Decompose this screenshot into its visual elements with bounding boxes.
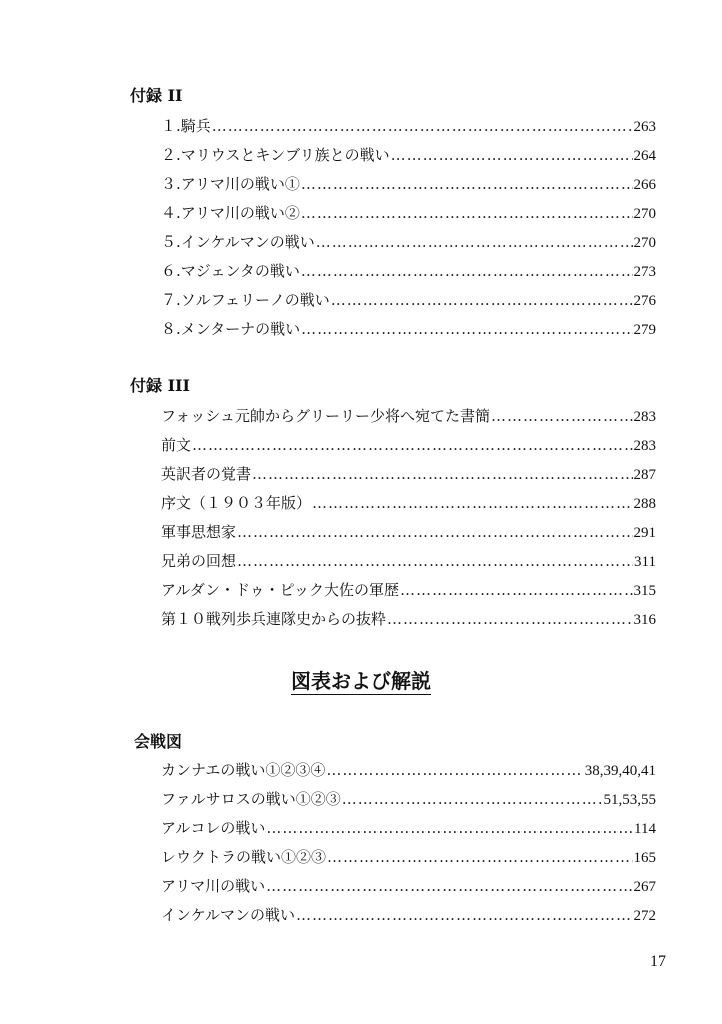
entry-page: 273	[633, 264, 656, 280]
entry-page: 114	[634, 821, 656, 837]
leader-dots	[331, 290, 633, 310]
entry-page: 279	[633, 322, 656, 338]
entry-label: ８.メンターナの戦い	[161, 320, 301, 338]
entry-page: 288	[633, 496, 656, 512]
toc-entry	[161, 116, 656, 136]
entry-page: 316	[633, 612, 656, 628]
entry-page: 272	[633, 908, 656, 924]
entry-page: 165	[633, 850, 656, 866]
toc-entry	[161, 580, 656, 600]
leader-dots	[312, 493, 632, 513]
toc-entry	[161, 609, 656, 629]
entry-label: レウクトラの戦い①②③	[161, 848, 327, 866]
toc-entry	[161, 406, 656, 426]
entry-label: 前文	[161, 436, 192, 454]
leader-dots	[301, 319, 632, 339]
leader-dots	[237, 551, 633, 571]
figures-heading-text: 図表および解説	[291, 669, 431, 693]
toc-entry	[161, 760, 656, 780]
entry-label: カンナエの戦い①②③④	[161, 761, 326, 779]
leader-dots	[387, 609, 632, 629]
battle-maps-title: 会戦図	[134, 732, 183, 751]
entry-label: ファルサロスの戦い①②③	[161, 790, 341, 808]
entry-page: 264	[633, 148, 656, 164]
entry-label: ３.アリマ川の戦い①	[161, 175, 300, 193]
toc-entry	[161, 876, 656, 896]
entry-page: 270	[633, 206, 656, 222]
entry-page: 38,39,40,41	[584, 763, 656, 779]
entry-label: アルコレの戦い	[161, 819, 266, 837]
toc-entry	[161, 203, 656, 223]
toc-entry	[161, 290, 656, 310]
toc-entry	[161, 261, 656, 281]
leader-dots	[301, 203, 633, 223]
entry-label: 兄弟の回想	[161, 552, 237, 570]
entry-page: 315	[633, 583, 656, 599]
entry-label: アリマ川の戦い	[161, 877, 266, 895]
toc-entry	[161, 174, 656, 194]
leader-dots	[400, 580, 633, 600]
toc-entry	[161, 551, 656, 571]
entry-label: ６.マジェンタの戦い	[161, 262, 300, 280]
leader-dots	[391, 145, 633, 165]
figures-heading	[0, 668, 722, 694]
toc-entry	[161, 789, 656, 809]
leader-dots	[212, 116, 633, 136]
entry-page: 276	[633, 293, 656, 309]
toc-entry	[161, 145, 656, 165]
leader-dots	[491, 406, 633, 426]
entry-label: 軍事思想家	[161, 523, 237, 541]
entry-label: インケルマンの戦い	[161, 906, 295, 924]
toc-entry	[161, 522, 656, 542]
toc-entry	[161, 232, 656, 252]
entry-page: 263	[633, 119, 656, 135]
leader-dots	[301, 174, 633, 194]
entry-label: ２.マリウスとキンブリ族との戦い	[161, 146, 390, 164]
toc-entry	[161, 319, 656, 339]
entry-label: アルダン・ドゥ・ピック大佐の軍歴	[161, 581, 399, 599]
entry-label: ５.インケルマンの戦い	[161, 233, 315, 251]
entry-page: 267	[633, 879, 656, 895]
entry-label: ７.ソルフェリーノの戦い	[161, 291, 330, 309]
entry-label: フォッシュ元帥からグリーリー少将へ宛てた書簡	[161, 407, 490, 425]
leader-dots	[301, 261, 633, 281]
leader-dots	[316, 232, 633, 252]
entry-label: 英訳者の覚書	[161, 465, 252, 483]
entry-label: １.騎兵	[161, 117, 211, 135]
entry-label: ４.アリマ川の戦い②	[161, 204, 300, 222]
leader-dots	[327, 847, 632, 867]
leader-dots	[266, 876, 632, 896]
toc-entry	[161, 464, 656, 484]
appendix3-title: 付録 III	[130, 376, 191, 395]
leader-dots	[296, 905, 633, 925]
entry-label: 第１０戦列歩兵連隊史からの抜粋	[161, 610, 387, 628]
entry-page: 51,53,55	[603, 792, 656, 808]
leader-dots	[326, 760, 583, 780]
appendix2-title: 付録 II	[130, 86, 183, 105]
entry-page: 291	[633, 525, 656, 541]
entry-page: 311	[634, 554, 656, 570]
leader-dots	[192, 435, 632, 455]
toc-entry	[161, 847, 656, 867]
leader-dots	[342, 789, 603, 809]
leader-dots	[266, 818, 633, 838]
entry-label: 序文（１９０３年版）	[161, 494, 312, 512]
entry-page: 287	[633, 467, 656, 483]
page-number: 17	[650, 953, 666, 970]
toc-entry	[161, 818, 656, 838]
leader-dots	[252, 464, 632, 484]
entry-page: 283	[633, 409, 656, 425]
toc-entry	[161, 493, 656, 513]
toc-entry	[161, 435, 656, 455]
leader-dots	[237, 522, 632, 542]
toc-entry	[161, 905, 656, 925]
entry-page: 283	[633, 438, 656, 454]
entry-page: 270	[633, 235, 656, 251]
entry-page: 266	[633, 177, 656, 193]
